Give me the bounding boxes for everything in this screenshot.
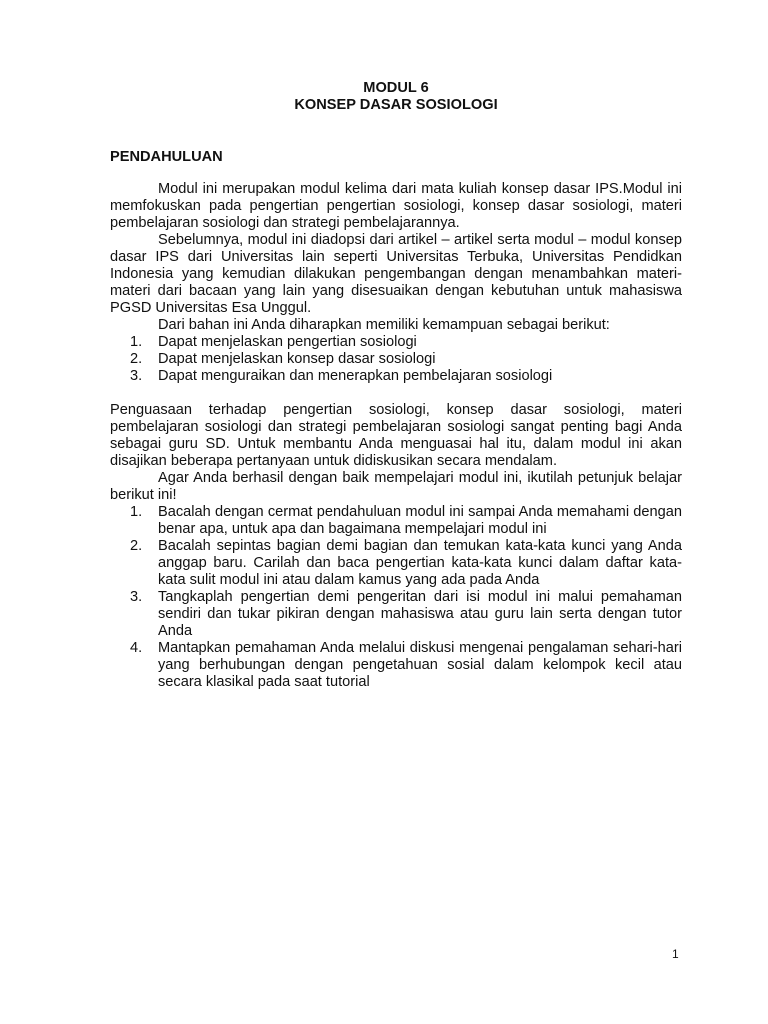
list-number: 3. xyxy=(130,589,143,605)
list-item-text: Dapat menguraikan dan menerapkan pembelajaran sosiologi xyxy=(158,368,553,384)
list-item-text: Bacalah sepintas bagian demi bagian dan temukan kata-kata kunci yang Anda anggap baru. Carilah dan baca pengertian kata-kata kunci dalam daftar kata-kata sulit modul ini atau dalam kamus yang ada pada Anda xyxy=(158,538,682,588)
paragraph: Modul ini merupakan modul kelima dari mata kuliah konsep dasar IPS.Modul ini memfokuskan pada pengertian pengertian sosiologi, konsep dasar sosiologi, materi pembelajaran sosiologi dan strategi pembelajarannya. xyxy=(110,181,682,231)
paragraph: Sebelumnya, modul ini diadopsi dari artikel – artikel serta modul – modul konsep dasar IPS dari Universitas lain seperti Universitas Terbuka, Universitas Pendidkan Indonesia yang kemudian dilakukan pengembangan dengan menambahkan materi-materi dari bacaan yang lain yang disesuaikan dengan kebutuhan untuk mahasiswa PGSD Universitas Esa Unggul. xyxy=(110,232,682,316)
list-item xyxy=(110,334,682,351)
list-item-text: Bacalah dengan cermat pendahuluan modul ini sampai Anda memahami dengan benar apa, untuk apa dan bagaimana mempelajari modul ini xyxy=(158,504,682,537)
list-item xyxy=(110,368,682,385)
objectives-list xyxy=(110,334,682,385)
paragraph: Penguasaan terhadap pengertian sosiologi, konsep dasar sosiologi, materi pembelajaran sosiologi dan strategi pembelajaran sosiologi sangat penting bagi Anda sebagai guru SD. Untuk membantu Anda menguasai hal itu, dalam modul ini akan disajikan beberapa pertanyaan untuk didiskusikan secara mendalam. xyxy=(110,402,682,469)
list-item-text: Dapat menjelaskan pengertian sosiologi xyxy=(158,334,417,350)
list-number: 1. xyxy=(130,334,143,350)
list-number: 4. xyxy=(130,640,143,656)
paragraph: Dari bahan ini Anda diharapkan memiliki kemampuan sebagai berikut: xyxy=(158,317,610,333)
list-number: 2. xyxy=(130,538,143,554)
list-item xyxy=(110,538,682,589)
list-item xyxy=(110,589,682,640)
section-heading-pendahuluan: PENDAHULUAN xyxy=(110,149,223,165)
list-item-text: Tangkaplah pengertian demi pengeritan dari isi modul ini malui pemahaman sendiri dan tukar pikiran dengan mahasiswa atau guru lain serta dengan tutor Anda xyxy=(158,589,682,639)
page-number: 1 xyxy=(672,947,679,961)
list-item xyxy=(110,351,682,368)
document-page xyxy=(110,80,682,691)
list-number: 2. xyxy=(130,351,143,367)
list-item xyxy=(110,640,682,691)
list-item-text: Mantapkan pemahaman Anda melalui diskusi mengenai pengalaman sehari-hari yang berhubungan dengan pengetahuan sosial dalam kelompok kecil atau secara klasikal pada saat tutorial xyxy=(158,640,682,690)
paragraph: Agar Anda berhasil dengan baik mempelajari modul ini, ikutilah petunjuk belajar berikut ini! xyxy=(110,470,682,503)
module-number-title: MODUL 6 xyxy=(363,80,429,96)
list-item-text: Dapat menjelaskan konsep dasar sosiologi xyxy=(158,351,436,367)
module-subject-title: KONSEP DASAR SOSIOLOGI xyxy=(294,97,498,113)
list-number: 3. xyxy=(130,368,143,384)
instructions-list xyxy=(110,504,682,691)
list-item xyxy=(110,504,682,538)
list-number: 1. xyxy=(130,504,143,520)
